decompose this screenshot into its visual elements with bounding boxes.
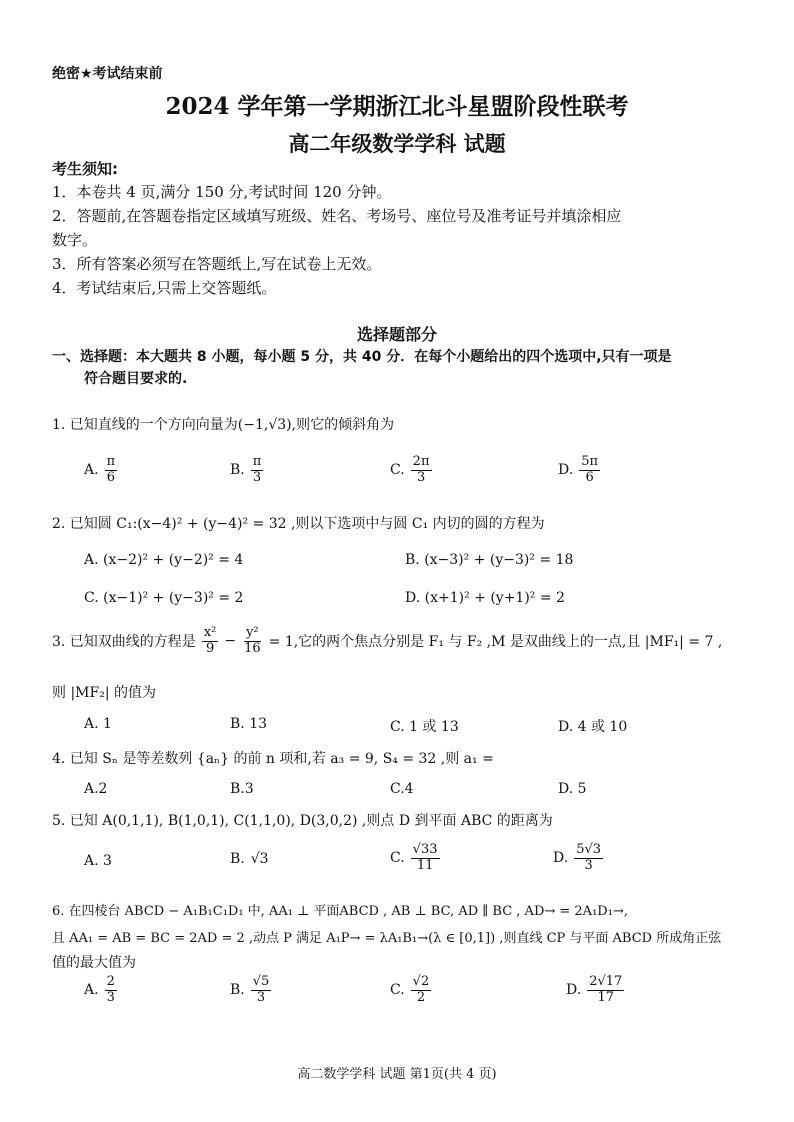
page-footer: 高二数学学科 试题 第1页(共 4 页)	[297, 1067, 497, 1082]
option-label: B.	[230, 982, 245, 999]
option-label: D.	[566, 982, 582, 999]
question-4-stem: 4. 已知 Sₙ 是等差数列 {aₙ} 的前 n 项和,若 a₃ = 9, S₄ = 32 ,则 a₁ =	[52, 751, 494, 767]
option-label: D.	[558, 462, 574, 479]
q3-option-b: B. 13	[230, 716, 268, 732]
numerator: 2π	[412, 454, 430, 469]
denominator: 3	[106, 989, 115, 1005]
q3-option-a: A. 1	[84, 716, 112, 732]
fraction	[411, 975, 432, 1006]
numerator: 2√17	[589, 974, 623, 989]
q6-option-a	[84, 975, 117, 1006]
question-6-stem: 6. 在四棱台 ABCD − A₁B₁C₁D₁ 中, AA₁ ⊥ 平面ABCD , AB ⊥ BC, AD ∥ BC , AD→ = 2A₁D₁→,	[52, 904, 628, 919]
fraction	[411, 843, 440, 874]
fraction	[202, 626, 219, 657]
denominator: 17	[597, 989, 615, 1005]
denominator: 6	[106, 469, 115, 485]
fraction	[105, 455, 118, 486]
denominator: 3	[416, 469, 426, 485]
q5-option-d	[553, 843, 603, 874]
exam-subtitle: 高二年级数学学科 试题	[288, 131, 506, 156]
q1-option-d	[558, 455, 600, 486]
section-title: 选择题部分	[356, 325, 437, 344]
question-2-stem: 2. 已知圆 C₁:(x−4)² + (y−4)² = 32 ,则以下选项中与圆 C₁ 内切的圆的方程为	[52, 516, 545, 532]
denominator: 3	[584, 857, 593, 873]
fraction	[574, 843, 603, 874]
q6-option-b	[230, 975, 271, 1006]
numerator: π	[252, 454, 262, 469]
part-instruction-cont: 符合题目要求的.	[84, 371, 188, 387]
numerator: π	[106, 454, 116, 469]
part-instruction: 一、选择题：本大题共 8 小题，每小题 5 分，共 40 分．在每个小题给出的四个选项中,只有一项是	[52, 349, 672, 365]
q1-option-b	[230, 455, 263, 486]
question-3-stem-cont: 则 |MF₂| 的值为	[52, 685, 156, 701]
denominator: 16	[244, 640, 261, 656]
question-5-stem: 5. 已知 A(0,1,1), B(1,0,1), C(1,1,0), D(3,0,2) ,则点 D 到平面 ABC 的距离为	[52, 813, 553, 829]
denominator: 6	[585, 469, 594, 485]
notice-item-4: 4．考试结束后,只需上交答题纸。	[52, 279, 277, 297]
question-6-stem-cont: 且 AA₁ = AB = BC = 2AD = 2 ,动点 P 满足 A₁P→ = λA₁B₁→(λ ∈ [0,1]) ,则直线 CP 与平面 ABCD 所成角正弦	[52, 931, 722, 946]
q5-option-c	[390, 843, 440, 874]
q1-option-a	[84, 455, 117, 486]
q2-option-a: A. (x−2)² + (y−2)² = 4	[84, 552, 244, 568]
denominator: 2	[416, 989, 426, 1005]
fraction	[587, 975, 624, 1006]
numerator: 2	[106, 974, 115, 989]
denominator: 9	[205, 640, 215, 656]
notice-heading: 考生须知:	[52, 160, 118, 178]
notice-item-2-cont: 数字。	[52, 231, 98, 249]
q2-option-b: B. (x−3)² + (y−3)² = 18	[405, 552, 574, 568]
q4-option-b: B.3	[230, 781, 254, 797]
question-6-stem-end: 值的最大值为	[52, 955, 136, 971]
notice-item-3: 3．所有答案必须写在答题纸上,写在试卷上无效。	[52, 255, 382, 273]
option-label: A.	[84, 462, 99, 479]
question-1-stem: 1. 已知直线的一个方向向量为(−1,√3),则它的倾斜角为	[52, 417, 395, 433]
numerator: √33	[412, 842, 438, 857]
numerator: y²	[246, 625, 259, 640]
q4-option-a: A.2	[84, 781, 108, 797]
exam-title: 2024 学年第一学期浙江北斗星盟阶段性联考	[165, 93, 629, 120]
option-label: B.	[230, 462, 245, 479]
q5-option-a: A. 3	[84, 853, 112, 869]
denominator: 3	[252, 469, 262, 485]
q6-option-c	[390, 975, 431, 1006]
q4-option-c: C.4	[390, 781, 414, 797]
numerator: x²	[203, 625, 217, 640]
option-value: √3	[250, 851, 269, 867]
fraction	[579, 455, 600, 486]
q4-option-d: D. 5	[558, 781, 587, 797]
denominator: 3	[256, 989, 266, 1005]
q1-option-c	[390, 455, 432, 486]
numerator: 5π	[581, 454, 599, 469]
option-label: C.	[390, 850, 405, 867]
q6-option-d	[566, 975, 624, 1006]
fraction	[411, 455, 432, 486]
q5-option-b	[230, 851, 269, 867]
numerator: √2	[412, 974, 430, 989]
fraction	[242, 626, 263, 657]
stem-text: 3. 已知双曲线的方程是	[52, 634, 196, 651]
fraction	[251, 455, 264, 486]
denominator: 11	[416, 857, 434, 873]
option-label: D.	[553, 850, 569, 867]
question-3-stem	[52, 626, 722, 657]
option-label: C.	[390, 982, 405, 999]
notice-item-1: 1．本卷共 4 页,满分 150 分,考试时间 120 分钟。	[52, 183, 392, 201]
option-label: B.	[230, 851, 245, 867]
notice-item-2: 2．答题前,在答题卷指定区域填写班级、姓名、考场号、座位号及准考证号并填涂相应	[52, 207, 622, 225]
numerator: √5	[252, 974, 270, 989]
fraction	[105, 975, 117, 1006]
confidential-label: 绝密★考试结束前	[52, 66, 163, 82]
minus-sign: −	[224, 633, 237, 650]
q2-option-c: C. (x−1)² + (y−3)² = 2	[84, 590, 244, 606]
q3-option-c: C. 1 或 13	[390, 719, 459, 735]
numerator: 5√3	[576, 842, 602, 857]
option-label: A.	[84, 982, 99, 999]
q2-option-d: D. (x+1)² + (y+1)² = 2	[405, 590, 565, 606]
fraction	[251, 975, 272, 1006]
q3-option-d: D. 4 或 10	[558, 719, 628, 735]
stem-text: = 1,它的两个焦点分别是 F₁ 与 F₂ ,M 是双曲线上的一点,且 |MF₁| = 7 ,	[268, 634, 723, 651]
option-label: C.	[390, 462, 405, 479]
